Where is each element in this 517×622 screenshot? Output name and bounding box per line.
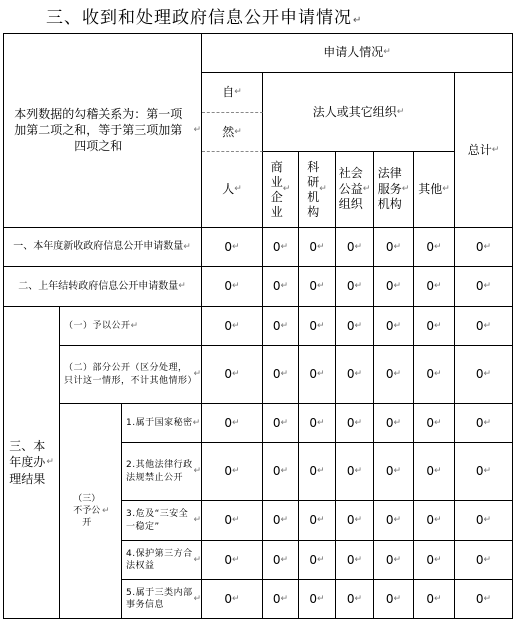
header-cell: [336, 152, 374, 228]
header-cell: [202, 33, 513, 73]
value-cell: [374, 580, 414, 619]
return-mark: ↵: [317, 320, 325, 331]
value-cell: [202, 501, 263, 541]
return-mark: ↵: [232, 554, 240, 565]
return-mark: ↵: [434, 320, 442, 331]
cell-value: 0: [224, 318, 233, 333]
return-mark: ↵: [483, 417, 492, 428]
return-mark: ↵: [483, 466, 492, 477]
section-title: [46, 3, 362, 28]
value-cell: [336, 267, 374, 307]
cell-label: 2.其他法律行政法规禁止公开: [126, 460, 193, 483]
value-cell: [299, 307, 336, 346]
cell-label: 本列数据的勾稽关系为：第一项加第二项之和，等于第三项加第四项之和: [14, 106, 183, 154]
cell-value: 0: [309, 318, 318, 333]
value-cell: [263, 307, 299, 346]
return-mark: ↵: [434, 281, 442, 292]
header-cell: [60, 346, 202, 404]
value-cell: [202, 580, 263, 619]
value-cell: [263, 404, 299, 443]
value-cell: [414, 501, 455, 541]
cell-value: 0: [346, 415, 355, 430]
value-cell: [455, 228, 513, 267]
return-mark: ↵: [354, 554, 363, 565]
return-mark: ↵: [232, 417, 240, 428]
value-cell: [414, 267, 455, 307]
value-cell: [263, 443, 299, 501]
return-mark: ↵: [193, 369, 201, 380]
value-cell: [374, 307, 414, 346]
cell-value: 0: [385, 279, 394, 294]
value-cell: [336, 501, 374, 541]
value-cell: [455, 404, 513, 443]
return-mark: ↵: [483, 515, 492, 526]
cell-value: 0: [272, 279, 281, 294]
cell-value: 0: [346, 591, 355, 606]
cell-value: 0: [272, 318, 281, 333]
cell-value: 0: [426, 591, 435, 606]
return-mark: ↵: [317, 466, 325, 477]
value-cell: [299, 346, 336, 404]
cell-label: 科研机构: [307, 159, 320, 219]
cell-value: 0: [385, 367, 394, 382]
return-mark: ↵: [383, 47, 391, 58]
return-mark: ↵: [354, 417, 363, 428]
header-cell: [414, 152, 455, 228]
cell-label: 自: [222, 85, 235, 100]
return-mark: ↵: [317, 593, 325, 604]
cell-label: 申请人情况: [323, 45, 384, 60]
return-mark: ↵: [232, 515, 240, 526]
return-mark: ↵: [483, 281, 492, 292]
return-mark: ↵: [396, 106, 405, 117]
cell-value: 0: [475, 513, 484, 528]
header-cell: [263, 152, 299, 228]
cell-value: 0: [309, 591, 318, 606]
header-cell: [122, 580, 202, 619]
return-mark: ↵: [393, 554, 402, 565]
header-cell: [60, 404, 122, 619]
value-cell: [202, 541, 263, 580]
value-cell: [263, 267, 299, 307]
return-mark: ↵: [234, 184, 242, 195]
cell-value: 0: [346, 367, 355, 382]
return-mark: ↵: [234, 126, 242, 137]
cell-value: 0: [272, 464, 281, 479]
value-cell: [374, 267, 414, 307]
cell-label: 二、上年结转政府信息公开申请数量: [18, 280, 179, 292]
cell-value: 0: [426, 513, 435, 528]
cell-value: 0: [309, 367, 318, 382]
cell-value: 0: [385, 239, 394, 254]
return-mark: ↵: [280, 241, 289, 252]
return-mark: ↵: [362, 184, 371, 195]
return-mark: ↵: [393, 369, 402, 380]
cell-value: 0: [426, 552, 435, 567]
return-mark: ↵: [232, 320, 240, 331]
return-mark: ↵: [317, 281, 325, 292]
cell-value: 0: [346, 239, 355, 254]
return-mark: ↵: [280, 320, 289, 331]
value-cell: [374, 541, 414, 580]
cell-value: 0: [426, 415, 435, 430]
cell-label: 3.危及“三安全一稳定”: [126, 509, 189, 532]
cell-value: 0: [346, 318, 355, 333]
return-mark: ↵: [193, 466, 201, 477]
cell-value: 0: [426, 279, 435, 294]
cell-label: 其他: [418, 182, 443, 197]
return-mark: ↵: [102, 505, 110, 516]
cell-label: 总计: [467, 142, 492, 157]
return-mark: ↵: [483, 320, 492, 331]
cell-value: 0: [426, 318, 435, 333]
value-cell: [263, 228, 299, 267]
cell-value: 0: [272, 552, 281, 567]
return-mark: ↵: [232, 593, 240, 604]
value-cell: [336, 228, 374, 267]
cell-value: 0: [475, 318, 484, 333]
return-mark: ↵: [317, 417, 325, 428]
return-mark: ↵: [354, 241, 363, 252]
return-mark: ↵: [393, 593, 402, 604]
return-mark: ↵: [282, 184, 291, 195]
cell-value: 0: [385, 552, 394, 567]
value-cell: [455, 346, 513, 404]
cell-value: 0: [224, 239, 233, 254]
header-cell: [122, 404, 202, 443]
return-mark: ↵: [354, 593, 363, 604]
return-mark: ↵: [232, 466, 240, 477]
header-cell: [122, 443, 202, 501]
cell-label: 法人或其它组织: [312, 104, 397, 119]
value-cell: [374, 404, 414, 443]
value-cell: [414, 443, 455, 501]
return-mark: ↵: [393, 320, 402, 331]
cell-value: 0: [475, 367, 484, 382]
return-mark: ↵: [434, 593, 442, 604]
cell-value: 0: [475, 279, 484, 294]
return-mark: ↵: [193, 124, 201, 135]
value-cell: [374, 443, 414, 501]
cell-value: 0: [385, 464, 394, 479]
cell-value: 0: [224, 591, 233, 606]
value-cell: [336, 346, 374, 404]
header-cell: [3, 307, 60, 619]
return-mark: ↵: [434, 417, 442, 428]
return-mark: ↵: [483, 554, 492, 565]
value-cell: [414, 307, 455, 346]
return-mark: ↵: [280, 593, 289, 604]
cell-value: 0: [309, 513, 318, 528]
return-mark: ↵: [280, 281, 289, 292]
return-mark: ↵: [193, 593, 201, 604]
value-cell: [202, 307, 263, 346]
return-mark: ↵: [46, 457, 54, 468]
return-mark: ↵: [434, 466, 442, 477]
cell-label: 然: [222, 124, 235, 139]
return-mark: ↵: [354, 369, 363, 380]
value-cell: [374, 228, 414, 267]
return-mark: ↵: [434, 554, 442, 565]
value-cell: [455, 267, 513, 307]
cell-label: 三、本年度办理结果: [9, 439, 46, 486]
value-cell: [202, 443, 263, 501]
value-cell: [455, 501, 513, 541]
header-cell: [122, 501, 202, 541]
cell-value: 0: [224, 367, 233, 382]
cell-label: （二）部分公开（区分处理，只计这一情形，不计其他情形）: [64, 363, 198, 386]
cell-value: 0: [272, 415, 281, 430]
header-cell: [202, 113, 263, 152]
cell-value: 0: [385, 415, 394, 430]
cell-value: 0: [346, 552, 355, 567]
return-mark: ↵: [280, 466, 289, 477]
value-cell: [414, 541, 455, 580]
cell-value: 0: [475, 464, 484, 479]
return-mark: ↵: [232, 369, 240, 380]
value-cell: [455, 307, 513, 346]
cell-value: 0: [475, 591, 484, 606]
return-mark: ↵: [178, 281, 186, 292]
value-cell: [263, 501, 299, 541]
cell-value: 0: [346, 513, 355, 528]
return-mark: ↵: [232, 241, 240, 252]
return-mark: ↵: [354, 466, 363, 477]
cell-value: 0: [309, 552, 318, 567]
return-mark: ↵: [317, 515, 325, 526]
header-cell: [299, 152, 336, 228]
value-cell: [299, 580, 336, 619]
return-mark: ↵: [354, 515, 363, 526]
section-title-text: 三、收到和处理政府信息公开申请情况: [46, 8, 352, 28]
cell-value: 0: [272, 513, 281, 528]
cell-value: 0: [224, 279, 233, 294]
cell-value: 0: [475, 415, 484, 430]
return-mark: ↵: [354, 281, 363, 292]
cell-value: 0: [309, 464, 318, 479]
value-cell: [414, 346, 455, 404]
return-mark: ↵: [280, 554, 289, 565]
value-cell: [455, 541, 513, 580]
return-mark: ↵: [354, 320, 363, 331]
cell-value: 0: [272, 239, 281, 254]
return-mark: ↵: [234, 87, 242, 98]
value-cell: [455, 443, 513, 501]
cell-label: 一、本年度新收政府信息公开申请数量: [13, 241, 184, 253]
return-mark: ↵: [232, 281, 240, 292]
return-mark: ↵: [280, 515, 289, 526]
header-cell: [60, 307, 202, 346]
value-cell: [414, 404, 455, 443]
value-cell: [336, 404, 374, 443]
header-cell: [3, 33, 202, 228]
cell-label: 1.属于国家秘密: [126, 417, 193, 428]
cell-value: 0: [272, 591, 281, 606]
return-mark: ↵: [393, 241, 402, 252]
cell-label: 社会公益组织: [338, 166, 363, 212]
header-cell: [202, 152, 263, 228]
cell-value: 0: [475, 239, 484, 254]
return-mark: ↵: [393, 281, 402, 292]
cell-value: 0: [272, 367, 281, 382]
cell-value: 0: [385, 513, 394, 528]
value-cell: [336, 307, 374, 346]
cell-value: 0: [426, 464, 435, 479]
value-cell: [299, 404, 336, 443]
table-grid: [3, 33, 513, 619]
cell-label: 5.属于三类内部事务信息: [126, 587, 193, 610]
value-cell: [202, 404, 263, 443]
value-cell: [299, 541, 336, 580]
cell-value: 0: [309, 239, 318, 254]
cell-label: 4.保护第三方合法权益: [126, 548, 193, 571]
value-cell: [336, 541, 374, 580]
header-cell: [3, 267, 202, 307]
cell-value: 0: [475, 552, 484, 567]
return-mark: ↵: [434, 515, 442, 526]
header-cell: [202, 73, 263, 113]
return-mark: ↵: [193, 515, 201, 526]
return-mark: ↵: [317, 241, 325, 252]
return-mark: ↵: [192, 417, 201, 428]
return-mark: ↵: [401, 184, 410, 195]
value-cell: [336, 443, 374, 501]
cell-label: （一）予以公开: [64, 320, 131, 331]
cell-label: 商业企业: [270, 159, 283, 219]
value-cell: [202, 267, 263, 307]
return-mark: ↵: [393, 466, 402, 477]
value-cell: [414, 580, 455, 619]
header-cell: [122, 541, 202, 580]
cell-value: 0: [346, 464, 355, 479]
value-cell: [455, 580, 513, 619]
application-statistics-table: [3, 33, 513, 619]
header-cell: [3, 228, 202, 267]
return-mark: ↵: [434, 369, 442, 380]
value-cell: [299, 443, 336, 501]
header-cell: [374, 152, 414, 228]
value-cell: [202, 228, 263, 267]
value-cell: [336, 580, 374, 619]
return-mark: ↵: [130, 320, 139, 331]
value-cell: [263, 580, 299, 619]
return-mark: ↵: [183, 241, 191, 252]
return-mark: ↵: [280, 417, 289, 428]
return-mark: ↵: [483, 593, 492, 604]
value-cell: [299, 228, 336, 267]
value-cell: [414, 228, 455, 267]
cell-value: 0: [346, 279, 355, 294]
return-mark: ↵: [280, 369, 289, 380]
cell-value: 0: [385, 591, 394, 606]
return-mark: ↵: [393, 515, 402, 526]
cell-label: 法律服务机构: [377, 166, 402, 212]
return-mark: ↵: [353, 15, 363, 26]
cell-value: 0: [426, 239, 435, 254]
return-mark: ↵: [483, 369, 492, 380]
value-cell: [299, 501, 336, 541]
return-mark: ↵: [491, 144, 500, 155]
cell-value: 0: [224, 513, 233, 528]
return-mark: ↵: [317, 369, 325, 380]
cell-value: 0: [426, 367, 435, 382]
return-mark: ↵: [434, 241, 442, 252]
cell-value: 0: [224, 464, 233, 479]
cell-value: 0: [309, 279, 318, 294]
value-cell: [374, 346, 414, 404]
cell-label: （三）不予公开: [73, 493, 101, 529]
value-cell: [202, 346, 263, 404]
cell-label: 人: [222, 182, 235, 197]
return-mark: ↵: [193, 554, 201, 565]
value-cell: [263, 346, 299, 404]
return-mark: ↵: [442, 184, 450, 195]
return-mark: ↵: [319, 184, 327, 195]
return-mark: ↵: [483, 241, 492, 252]
return-mark: ↵: [393, 417, 402, 428]
value-cell: [263, 541, 299, 580]
value-cell: [299, 267, 336, 307]
cell-value: 0: [309, 415, 318, 430]
cell-value: 0: [385, 318, 394, 333]
header-cell: [263, 73, 455, 152]
cell-value: 0: [224, 552, 233, 567]
return-mark: ↵: [317, 554, 325, 565]
header-cell: [455, 73, 513, 228]
cell-value: 0: [224, 415, 233, 430]
value-cell: [374, 501, 414, 541]
